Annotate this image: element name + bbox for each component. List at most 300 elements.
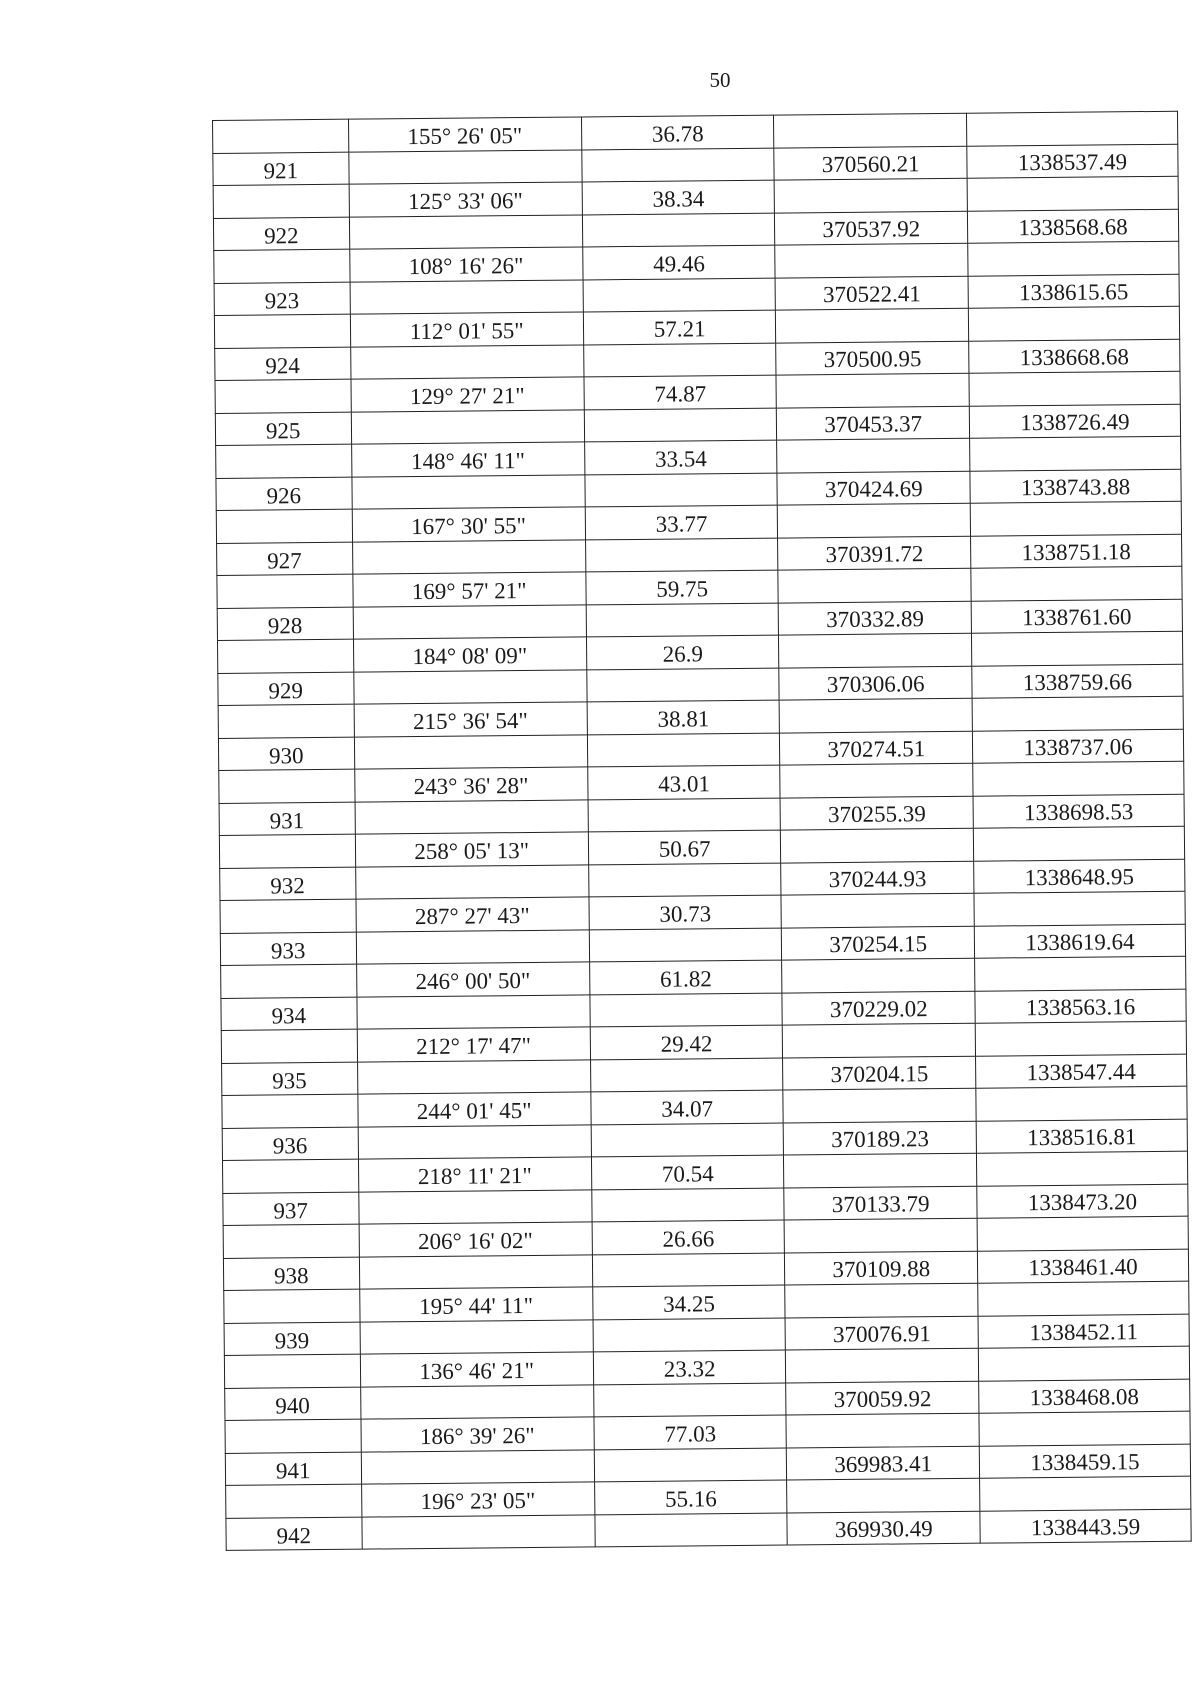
distance-cell-empty [582, 213, 775, 247]
northing-value: 370254.15 [829, 931, 928, 958]
northing-cell [778, 536, 971, 570]
easting-cell [968, 274, 1179, 309]
distance-cell [594, 1480, 787, 1514]
easting-value: 1338619.64 [1025, 929, 1135, 956]
point-cell-empty [223, 1224, 359, 1258]
point-cell [217, 542, 353, 576]
easting-cell [979, 1444, 1190, 1479]
bearing-value: 215° 36' 54" [412, 707, 528, 734]
point-cell [213, 152, 349, 186]
northing-cell [783, 1056, 976, 1090]
bearing-value: 108° 16' 26" [408, 252, 524, 279]
bearing-value: 218° 11' 21" [417, 1162, 532, 1189]
easting-cell-empty [978, 1281, 1189, 1316]
bearing-cell [349, 182, 583, 217]
easting-cell [975, 989, 1186, 1024]
bearing-value: 155° 26' 05" [407, 122, 523, 149]
northing-cell-empty [779, 633, 972, 667]
northing-cell [777, 406, 970, 440]
distance-value: 23.32 [663, 1355, 716, 1382]
northing-cell-empty [782, 958, 975, 992]
bearing-value: 184° 08' 09" [412, 642, 528, 669]
easting-cell [969, 339, 1180, 374]
point-value: 927 [267, 548, 302, 574]
bearing-value: 129° 27' 21" [409, 382, 525, 409]
point-cell-empty [214, 314, 350, 348]
point-cell [218, 737, 354, 771]
bearing-value: 258° 05' 13" [414, 837, 530, 864]
distance-cell-empty [586, 603, 779, 637]
point-cell-empty [224, 1354, 360, 1388]
northing-cell [784, 1186, 977, 1220]
northing-cell-empty [785, 1218, 978, 1252]
distance-cell-empty [583, 278, 776, 312]
northing-value: 370332.89 [826, 606, 925, 633]
point-cell-empty [222, 1094, 358, 1128]
northing-value: 370453.37 [824, 411, 923, 438]
northing-cell-empty [787, 1478, 980, 1512]
northing-value: 370500.95 [823, 346, 922, 373]
easting-cell [980, 1509, 1191, 1544]
point-cell [223, 1192, 359, 1226]
distance-cell-empty [590, 1058, 783, 1092]
point-cell-empty [216, 444, 352, 478]
bearing-value: 243° 36' 28" [413, 772, 529, 799]
distance-cell-empty [590, 993, 783, 1027]
point-cell [220, 867, 356, 901]
page-number: 50 [709, 68, 731, 92]
distance-cell-empty [587, 733, 780, 767]
point-cell [216, 477, 352, 511]
easting-cell-empty [970, 501, 1181, 536]
northing-cell [779, 601, 972, 635]
distance-cell [591, 1090, 784, 1124]
point-value: 932 [270, 873, 305, 899]
bearing-cell-empty [349, 214, 583, 249]
easting-value: 1338668.68 [1019, 344, 1130, 371]
distance-cell-empty [585, 538, 778, 572]
bearing-cell [349, 247, 583, 282]
point-value: 924 [265, 353, 300, 379]
easting-cell [976, 1119, 1187, 1154]
northing-cell [780, 731, 973, 765]
bearing-cell-empty [353, 604, 587, 639]
distance-value: 34.07 [661, 1095, 714, 1122]
distance-value: 33.54 [654, 445, 707, 472]
bearing-cell [353, 637, 587, 672]
northing-cell [779, 666, 972, 700]
bearing-cell-empty [351, 409, 585, 444]
point-cell [225, 1452, 361, 1486]
point-value: 929 [268, 678, 304, 704]
bearing-cell-empty [351, 474, 585, 509]
easting-cell-empty [977, 1216, 1188, 1251]
distance-cell [592, 1220, 785, 1254]
easting-cell [971, 599, 1182, 634]
easting-cell [977, 1184, 1188, 1219]
distance-value: 38.81 [657, 705, 710, 732]
bearing-value: 112° 01' 55" [409, 317, 524, 344]
easting-value: 1338615.65 [1018, 279, 1129, 306]
easting-value: 1338648.95 [1024, 864, 1135, 891]
survey-table-container [212, 111, 1192, 1551]
easting-cell [972, 729, 1183, 764]
easting-cell-empty [973, 826, 1184, 861]
distance-cell-empty [593, 1318, 786, 1352]
northing-value: 370306.06 [826, 671, 925, 698]
bearing-cell [351, 442, 585, 477]
point-cell [223, 1257, 359, 1291]
easting-value: 1338761.60 [1022, 604, 1132, 631]
point-cell-empty [217, 639, 353, 673]
easting-value: 1338537.49 [1017, 149, 1128, 176]
easting-cell-empty [971, 631, 1182, 666]
northing-value: 370059.92 [833, 1386, 932, 1413]
point-value: 926 [266, 483, 302, 509]
bearing-cell-empty [360, 1319, 594, 1354]
northing-cell [782, 926, 975, 960]
point-cell-empty [218, 704, 354, 738]
point-cell-empty [213, 119, 349, 153]
point-cell-empty [221, 1029, 357, 1063]
northing-value: 370109.88 [832, 1256, 931, 1283]
distance-cell [586, 635, 779, 669]
point-cell [222, 1127, 358, 1161]
distance-cell-empty [585, 473, 778, 507]
easting-cell [967, 144, 1178, 179]
northing-cell-empty [781, 893, 974, 927]
distance-cell [583, 310, 776, 344]
northing-cell [777, 471, 970, 505]
point-value: 936 [272, 1133, 308, 1159]
easting-cell [974, 859, 1185, 894]
northing-cell-empty [786, 1413, 979, 1447]
northing-cell [786, 1381, 979, 1415]
bearing-value: 186° 39' 26" [419, 1422, 535, 1449]
northing-value: 369930.49 [834, 1516, 933, 1543]
bearing-value: 212° 17' 47" [416, 1032, 532, 1059]
easting-value: 1338459.15 [1030, 1449, 1140, 1476]
northing-cell [781, 861, 974, 895]
distance-cell [586, 570, 779, 604]
easting-cell-empty [976, 1086, 1187, 1121]
northing-value: 370076.91 [832, 1321, 931, 1348]
easting-value: 1338452.11 [1029, 1319, 1138, 1346]
point-cell-empty [220, 899, 356, 933]
bearing-cell [351, 377, 585, 412]
easting-cell-empty [969, 371, 1180, 406]
bearing-value: 287° 27' 43" [414, 902, 530, 929]
easting-value: 1338443.59 [1030, 1514, 1141, 1541]
bearing-cell [360, 1417, 594, 1452]
easting-cell [977, 1249, 1188, 1284]
easting-cell-empty [972, 696, 1183, 731]
bearing-value: 196° 23' 05" [420, 1487, 536, 1514]
point-cell-empty [219, 769, 355, 803]
point-value: 942 [276, 1523, 312, 1549]
easting-value: 1338743.88 [1020, 474, 1131, 501]
survey-table-body [213, 111, 1192, 1550]
distance-cell [588, 830, 781, 864]
northing-cell-empty [783, 1088, 976, 1122]
bearing-cell-empty [355, 864, 589, 899]
easting-cell [978, 1314, 1189, 1349]
bearing-cell [348, 117, 582, 152]
point-value: 931 [269, 808, 305, 834]
distance-value: 77.03 [664, 1420, 717, 1447]
bearing-cell [354, 702, 588, 737]
distance-cell-empty [589, 928, 782, 962]
northing-value: 369983.41 [834, 1451, 933, 1478]
distance-cell-empty [592, 1253, 785, 1287]
point-cell-empty [226, 1484, 362, 1518]
point-value: 921 [263, 158, 299, 184]
easting-cell-empty [975, 1021, 1186, 1056]
distance-cell-empty [595, 1513, 788, 1547]
bearing-cell [350, 312, 584, 347]
distance-cell [582, 180, 775, 214]
northing-cell-empty [775, 178, 968, 212]
bearing-cell [357, 1092, 591, 1127]
distance-cell [593, 1285, 786, 1319]
easting-cell [972, 664, 1183, 699]
bearing-cell-empty [361, 1514, 595, 1549]
easting-cell-empty [968, 241, 1179, 276]
distance-cell [591, 1155, 784, 1189]
bearing-cell-empty [358, 1124, 592, 1159]
northing-value: 370537.92 [822, 216, 921, 243]
bearing-value: 167° 30' 55" [411, 512, 527, 539]
easting-value: 1338547.44 [1026, 1059, 1136, 1086]
point-cell [222, 1062, 358, 1096]
northing-value: 370229.02 [829, 996, 928, 1023]
northing-cell-empty [784, 1153, 977, 1187]
point-cell-empty [213, 184, 349, 218]
bearing-cell-empty [360, 1384, 594, 1419]
easting-value: 1338468.08 [1029, 1384, 1140, 1411]
distance-cell [583, 245, 776, 279]
point-cell [215, 412, 351, 446]
point-cell-empty [222, 1159, 358, 1193]
northing-value: 370244.93 [828, 866, 927, 893]
distance-value: 38.34 [652, 185, 705, 212]
point-cell [220, 932, 356, 966]
bearing-value: 246° 00' 50" [415, 967, 531, 994]
distance-cell-empty [584, 408, 777, 442]
bearing-cell-empty [355, 799, 589, 834]
survey-coordinates-table [212, 111, 1192, 1551]
northing-cell [782, 991, 975, 1025]
point-cell [217, 607, 353, 641]
northing-cell [787, 1511, 980, 1545]
northing-cell-empty [781, 828, 974, 862]
northing-cell-empty [774, 113, 967, 147]
easting-cell-empty [980, 1476, 1191, 1511]
northing-cell-empty [785, 1283, 978, 1317]
distance-value: 70.54 [661, 1160, 714, 1187]
easting-cell [976, 1054, 1187, 1089]
point-cell [219, 802, 355, 836]
bearing-value: 148° 46' 11" [410, 447, 526, 474]
bearing-cell-empty [350, 344, 584, 379]
bearing-cell [357, 1027, 591, 1062]
distance-cell [594, 1415, 787, 1449]
distance-cell-empty [592, 1188, 785, 1222]
bearing-cell-empty [353, 669, 587, 704]
northing-cell-empty [780, 763, 973, 797]
point-cell [226, 1517, 362, 1551]
northing-cell-empty [783, 1023, 976, 1057]
distance-value: 43.01 [658, 770, 711, 797]
easting-value: 1338759.66 [1022, 669, 1133, 696]
bearing-cell-empty [350, 279, 584, 314]
bearing-value: 206° 16' 02" [417, 1227, 533, 1254]
easting-cell [967, 209, 1178, 244]
bearing-cell-empty [357, 1059, 591, 1094]
bearing-cell [360, 1352, 594, 1387]
point-value: 941 [275, 1458, 311, 1484]
northing-value: 370204.15 [830, 1061, 929, 1088]
distance-value: 26.9 [662, 640, 704, 667]
point-cell-empty [221, 964, 357, 998]
distance-value: 29.42 [660, 1030, 713, 1057]
point-value: 930 [268, 743, 304, 769]
northing-cell-empty [786, 1348, 979, 1382]
distance-cell-empty [594, 1448, 787, 1482]
distance-value: 34.25 [663, 1290, 716, 1317]
bearing-cell-empty [361, 1449, 595, 1484]
point-cell [214, 282, 350, 316]
northing-cell-empty [776, 373, 969, 407]
bearing-cell-empty [358, 1189, 592, 1224]
northing-cell-empty [777, 438, 970, 472]
easting-cell-empty [975, 956, 1186, 991]
distance-value: 61.82 [659, 965, 712, 992]
easting-value: 1338726.49 [1020, 409, 1130, 436]
northing-value: 370560.21 [821, 151, 920, 178]
easting-cell-empty [966, 111, 1177, 146]
northing-cell-empty [780, 698, 973, 732]
distance-cell [589, 960, 782, 994]
northing-cell-empty [778, 568, 971, 602]
easting-cell-empty [973, 761, 1184, 796]
distance-cell [581, 115, 774, 149]
distance-value: 30.73 [659, 900, 712, 927]
point-cell-empty [224, 1289, 360, 1323]
point-cell-empty [215, 379, 351, 413]
point-value: 928 [267, 613, 303, 639]
easting-cell [970, 469, 1181, 504]
point-cell-empty [225, 1419, 361, 1453]
northing-cell [785, 1316, 978, 1350]
distance-value: 33.77 [655, 510, 708, 537]
northing-cell-empty [778, 503, 971, 537]
easting-value: 1338737.06 [1023, 734, 1133, 761]
northing-cell [784, 1121, 977, 1155]
northing-cell [787, 1446, 980, 1480]
distance-cell [589, 895, 782, 929]
distance-cell [584, 375, 777, 409]
easting-cell [969, 404, 1180, 439]
easting-value: 1338698.53 [1023, 799, 1134, 826]
distance-cell-empty [587, 668, 780, 702]
easting-cell-empty [978, 1346, 1189, 1381]
northing-cell [785, 1251, 978, 1285]
bearing-cell [359, 1287, 593, 1322]
bearing-cell [361, 1482, 595, 1517]
distance-value: 57.21 [653, 315, 706, 342]
point-value: 939 [274, 1328, 310, 1354]
bearing-cell-empty [359, 1254, 593, 1289]
northing-cell [775, 276, 968, 310]
distance-value: 26.66 [662, 1225, 715, 1252]
point-value: 922 [263, 223, 299, 249]
northing-cell [776, 341, 969, 375]
bearing-value: 169° 57' 21" [411, 577, 527, 604]
bearing-value: 195° 44' 11" [419, 1292, 534, 1319]
easting-cell [973, 794, 1184, 829]
easting-cell-empty [970, 436, 1181, 471]
point-value: 935 [272, 1068, 307, 1094]
easting-value: 1338473.20 [1027, 1189, 1138, 1216]
easting-cell [974, 924, 1185, 959]
easting-value: 1338568.68 [1018, 214, 1128, 241]
distance-cell [593, 1350, 786, 1384]
northing-value: 370391.72 [825, 541, 924, 568]
distance-value: 59.75 [656, 575, 709, 602]
easting-cell [979, 1379, 1190, 1414]
bearing-cell [356, 897, 590, 932]
bearing-cell [352, 572, 586, 607]
distance-cell-empty [591, 1123, 784, 1157]
distance-cell-empty [594, 1383, 787, 1417]
distance-value: 50.67 [658, 835, 711, 862]
easting-cell-empty [971, 566, 1182, 601]
bearing-cell [356, 962, 590, 997]
point-value: 934 [271, 1003, 307, 1029]
distance-value: 36.78 [651, 120, 704, 147]
easting-cell-empty [979, 1411, 1190, 1446]
distance-cell-empty [584, 343, 777, 377]
bearing-cell [352, 507, 586, 542]
bearing-cell [354, 767, 588, 802]
easting-cell-empty [967, 176, 1178, 211]
northing-cell [780, 796, 973, 830]
point-cell-empty [216, 509, 352, 543]
point-value: 925 [265, 418, 301, 444]
distance-cell-empty [582, 148, 775, 182]
northing-cell [774, 146, 967, 180]
easting-cell-empty [968, 306, 1179, 341]
bearing-cell-empty [354, 734, 588, 769]
easting-value: 1338563.16 [1025, 994, 1136, 1021]
point-cell [218, 672, 354, 706]
bearing-value: 125° 33' 06" [407, 187, 523, 214]
distance-value: 74.87 [654, 380, 707, 407]
northing-cell [775, 211, 968, 245]
distance-cell [587, 700, 780, 734]
bearing-cell [355, 832, 589, 867]
bearing-cell-empty [356, 994, 590, 1029]
easting-cell-empty [974, 891, 1185, 926]
point-cell [215, 347, 351, 381]
point-cell [225, 1387, 361, 1421]
point-value: 938 [273, 1263, 309, 1289]
distance-cell-empty [588, 798, 781, 832]
bearing-cell [358, 1157, 592, 1192]
point-cell [221, 997, 357, 1031]
bearing-cell-empty [348, 149, 582, 184]
